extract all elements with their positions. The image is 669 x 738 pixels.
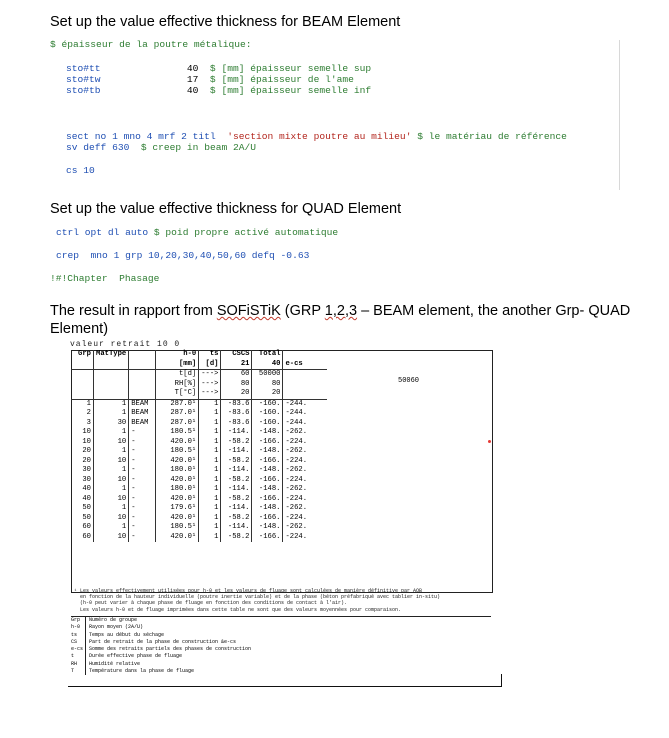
cut-top-text: valeur retrait 10 0 bbox=[70, 340, 181, 348]
table-cell bbox=[94, 389, 129, 399]
table-cell: 21 bbox=[221, 360, 252, 370]
table-cell: 10 bbox=[94, 495, 129, 505]
table-cell: -166. bbox=[252, 495, 283, 505]
table-cell: 10 bbox=[71, 438, 94, 448]
table-row bbox=[71, 419, 327, 429]
sto-line bbox=[66, 85, 371, 96]
table-cell: 10 bbox=[94, 438, 129, 448]
result-table bbox=[71, 350, 327, 542]
table-cell: 180.5¹ bbox=[156, 428, 199, 438]
table-cell bbox=[129, 350, 156, 360]
table-cell: 10 bbox=[94, 457, 129, 467]
legend-desc: Numéro de groupe bbox=[89, 617, 138, 623]
legend-item bbox=[71, 639, 491, 646]
legend-desc: Part de retrait de la phase de construction &e-cs bbox=[89, 638, 237, 645]
table-cell: 1 bbox=[199, 504, 221, 514]
table-cell bbox=[283, 380, 328, 390]
table-cell: 287.0¹ bbox=[156, 409, 199, 419]
table-cell: - bbox=[129, 533, 156, 543]
crep-tail: defq -0.63 bbox=[251, 250, 310, 261]
table-cell: -224. bbox=[285, 456, 308, 465]
table-row bbox=[71, 504, 327, 514]
table-cell: -244. bbox=[285, 409, 308, 418]
table-cell: Grp bbox=[71, 350, 94, 360]
note-line: ¹ Les valeurs effectivement utilisées pour h-0 et les valeurs de fluage sont calculées de manière définitive par AQB bbox=[74, 588, 423, 594]
table-cell: 60 bbox=[71, 523, 94, 533]
legend-desc: Température dans la phase de fluage bbox=[89, 668, 195, 675]
table-cell: 1 bbox=[94, 466, 129, 476]
table-cell: -58.2 bbox=[221, 533, 252, 543]
table-cell: -160. bbox=[252, 419, 283, 429]
table-cell: - bbox=[129, 514, 156, 524]
table-cell: - bbox=[129, 504, 156, 514]
table-cell: 1 bbox=[94, 523, 129, 533]
table-cell: -166. bbox=[252, 514, 283, 524]
ctrl-comment: $ poid propre activé automatique bbox=[153, 227, 339, 238]
crep-params: mno 1 grp 10,20,30,40,50,60 bbox=[90, 250, 246, 261]
table-cell: -148. bbox=[252, 428, 283, 438]
table-cell: 1 bbox=[199, 428, 221, 438]
table-cell: 1 bbox=[199, 419, 221, 429]
table-cell: -114. bbox=[221, 485, 252, 495]
cs-line: cs 10 bbox=[66, 165, 95, 176]
table-cell bbox=[94, 380, 129, 390]
note-line: Les valeurs h-0 et de fluage imprimées dans cette table ne sont que des valeurs moyennées pour comparaison. bbox=[74, 606, 402, 613]
sect-comment: $ le matériau de référence bbox=[417, 131, 567, 142]
table-cell: - bbox=[129, 495, 156, 505]
table-cell bbox=[129, 380, 156, 390]
table-cell: MatType bbox=[94, 350, 129, 360]
table-cell: -224. bbox=[285, 532, 308, 541]
legend-key: e-cs bbox=[71, 646, 87, 653]
table-cell: 40 bbox=[252, 360, 283, 370]
table-cell: [mm] bbox=[156, 360, 199, 370]
result-text-1: The result in rapport from bbox=[50, 303, 217, 319]
table-row bbox=[71, 447, 327, 457]
table-cell: 1 bbox=[199, 399, 221, 409]
table-cell: -148. bbox=[252, 504, 283, 514]
table-cell: -83.6 bbox=[221, 409, 252, 419]
table-cell: -262. bbox=[285, 523, 308, 532]
table-cell: 60 bbox=[71, 533, 94, 543]
result-sofistik: SOFiSTiK bbox=[216, 303, 281, 319]
sto-name: sto#tb bbox=[66, 85, 101, 96]
table-cell: -83.6 bbox=[221, 399, 252, 409]
sto-value: 40 bbox=[186, 63, 199, 74]
result-paragraph bbox=[50, 302, 650, 338]
table-cell: T[°C] bbox=[156, 389, 199, 399]
table-cell: 10 bbox=[94, 514, 129, 524]
bottom-vline bbox=[501, 674, 502, 687]
legend-item bbox=[71, 653, 491, 660]
legend-item bbox=[71, 632, 491, 639]
table-cell: BEAM bbox=[129, 399, 156, 409]
result-grp: 1,2,3 bbox=[324, 303, 358, 319]
table-row bbox=[71, 495, 327, 505]
table-cell: 180.0¹ bbox=[156, 466, 199, 476]
table-cell: 1 bbox=[199, 495, 221, 505]
table-cell: e-cs bbox=[285, 359, 303, 368]
table-cell: 50000 bbox=[252, 370, 283, 380]
legend-item bbox=[71, 668, 491, 675]
table-cell: 1 bbox=[94, 447, 129, 457]
table-cell: 420.0¹ bbox=[156, 457, 199, 467]
table-cell: 1 bbox=[199, 514, 221, 524]
table-row bbox=[71, 485, 327, 495]
table-cell: 80 bbox=[221, 380, 252, 390]
table-cell: - bbox=[129, 485, 156, 495]
table-cell: 50 bbox=[71, 504, 94, 514]
table-cell: 30 bbox=[94, 419, 129, 429]
sto-name: sto#tw bbox=[66, 74, 101, 85]
table-cell: 180.0¹ bbox=[156, 485, 199, 495]
table-cell: -148. bbox=[252, 523, 283, 533]
table-cell bbox=[129, 389, 156, 399]
table-row bbox=[71, 409, 327, 419]
table-cell: 20 bbox=[252, 389, 283, 399]
sto-line bbox=[66, 74, 354, 85]
table-cell: BEAM bbox=[129, 419, 156, 429]
table-cell: t[d] bbox=[156, 370, 199, 380]
table-cell: 420.0¹ bbox=[156, 438, 199, 448]
table-cell: - bbox=[129, 523, 156, 533]
table-cell: RH[%] bbox=[156, 380, 199, 390]
legend-item bbox=[71, 661, 491, 668]
sto-comment: $ [mm] épaisseur semelle sup bbox=[198, 63, 372, 74]
bottom-line bbox=[68, 686, 501, 687]
table-cell: 287.0¹ bbox=[156, 419, 199, 429]
legend-desc: Humidité relative bbox=[89, 660, 141, 667]
divider bbox=[619, 40, 620, 190]
table-cell: Total bbox=[252, 350, 283, 360]
table-cell bbox=[283, 389, 328, 399]
legend-key: h-0 bbox=[71, 624, 87, 631]
table-row bbox=[71, 476, 327, 486]
table-cell: -262. bbox=[285, 466, 308, 475]
legend-key: ts bbox=[71, 631, 87, 638]
sto-line bbox=[66, 63, 371, 74]
ctrl-line bbox=[56, 227, 338, 238]
table-cell bbox=[129, 360, 156, 370]
sect-line bbox=[66, 120, 567, 142]
note-line: en fonction de la hauteur individuelle (poutre inertie variable) et de la phase (béton préfabriqué avec tablier in-situ) bbox=[74, 594, 441, 601]
legend-desc: Temps au début du séchage bbox=[89, 631, 165, 638]
table-cell: -166. bbox=[252, 533, 283, 543]
result-text-2: (GRP bbox=[280, 303, 325, 319]
table-row bbox=[71, 389, 327, 399]
table-cell bbox=[129, 370, 156, 380]
table-notes bbox=[74, 588, 594, 613]
table-cell: -166. bbox=[252, 438, 283, 448]
table-cell: -224. bbox=[285, 475, 308, 484]
table-cell: -114. bbox=[221, 504, 252, 514]
table-cell: -262. bbox=[285, 447, 308, 456]
table-cell: 20 bbox=[71, 447, 94, 457]
table-row bbox=[71, 457, 327, 467]
table-row bbox=[71, 399, 327, 409]
chapter-name: Phasage bbox=[119, 273, 160, 284]
table-cell: - bbox=[129, 447, 156, 457]
table-legend bbox=[71, 616, 491, 675]
table-cell: 420.0¹ bbox=[156, 495, 199, 505]
table-cell bbox=[94, 360, 129, 370]
table-cell: -166. bbox=[252, 476, 283, 486]
table-cell: -160. bbox=[252, 399, 283, 409]
sect-params: no 1 mno 4 mrf 2 titl bbox=[94, 131, 216, 142]
table-cell bbox=[283, 350, 328, 360]
table-cell: ts bbox=[199, 350, 221, 360]
table-cell: 30 bbox=[71, 476, 94, 486]
extra-value: 50060 bbox=[398, 377, 420, 385]
table-header-row bbox=[71, 350, 327, 360]
table-cell: 1 bbox=[199, 523, 221, 533]
table-cell: ---> bbox=[199, 370, 221, 380]
table-cell: -148. bbox=[252, 466, 283, 476]
table-cell: -58.2 bbox=[221, 514, 252, 524]
sect-keyword: sect bbox=[66, 131, 90, 142]
table-cell: 1 bbox=[94, 485, 129, 495]
table-cell: 80 bbox=[252, 380, 283, 390]
table-cell: 30 bbox=[71, 466, 94, 476]
table-cell: 420.0¹ bbox=[156, 514, 199, 524]
table-cell: - bbox=[129, 457, 156, 467]
table-cell: 1 bbox=[199, 476, 221, 486]
sto-name: sto#tt bbox=[66, 63, 101, 74]
table-cell: 420.0¹ bbox=[156, 476, 199, 486]
table-row bbox=[71, 514, 327, 524]
table-cell: 1 bbox=[71, 399, 94, 409]
table-cell bbox=[71, 380, 94, 390]
table-cell: 1 bbox=[199, 485, 221, 495]
table-row bbox=[71, 523, 327, 533]
table-cell: - bbox=[129, 438, 156, 448]
table-cell: -114. bbox=[221, 523, 252, 533]
table-cell: BEAM bbox=[129, 409, 156, 419]
legend-key: RH bbox=[71, 660, 87, 667]
table-cell: 1 bbox=[94, 504, 129, 514]
table-cell bbox=[71, 389, 94, 399]
heading-beam: Set up the value effective thickness for BEAM Element bbox=[50, 14, 401, 30]
table-cell: 287.0¹ bbox=[156, 399, 199, 409]
sv-params: deff 630 bbox=[83, 142, 130, 153]
table-cell: -58.2 bbox=[221, 495, 252, 505]
table-cell: 1 bbox=[199, 447, 221, 457]
table-cell: -160. bbox=[252, 409, 283, 419]
legend-item bbox=[71, 646, 491, 653]
sv-line bbox=[66, 142, 256, 153]
chapter-keyword: !#!Chapter bbox=[50, 273, 108, 284]
table-cell: 179.6¹ bbox=[156, 504, 199, 514]
table-row bbox=[71, 466, 327, 476]
note-line: (h-0 peut varier à chaque phase de fluage en fonction des conditions de contact à l'air). bbox=[74, 600, 348, 607]
table-cell bbox=[94, 370, 129, 380]
table-cell: -262. bbox=[285, 504, 308, 513]
table-cell: -114. bbox=[221, 447, 252, 457]
table-cell: 2 bbox=[71, 409, 94, 419]
result-text-3: – BEAM element, the another Grp- QUAD Element) bbox=[50, 303, 631, 337]
table-cell: 10 bbox=[71, 428, 94, 438]
sto-value: 17 bbox=[186, 74, 199, 85]
table-cell: 1 bbox=[94, 399, 129, 409]
ctrl-keyword: ctrl bbox=[56, 227, 80, 238]
heading-quad: Set up the value effective thickness for QUAD Element bbox=[50, 201, 402, 217]
table-cell: 20 bbox=[71, 457, 94, 467]
table-cell: 1 bbox=[199, 409, 221, 419]
table-cell: 50 bbox=[71, 514, 94, 524]
sto-value: 40 bbox=[186, 85, 199, 96]
table-cell: 1 bbox=[199, 457, 221, 467]
sto-comment: $ [mm] épaisseur semelle inf bbox=[198, 85, 372, 96]
table-cell: -224. bbox=[285, 494, 308, 503]
table-row bbox=[71, 370, 327, 380]
table-cell: -58.2 bbox=[221, 476, 252, 486]
table-cell: -262. bbox=[285, 428, 308, 437]
table-row bbox=[71, 438, 327, 448]
table-cell: 3 bbox=[71, 419, 94, 429]
table-cell: - bbox=[129, 466, 156, 476]
legend-item bbox=[71, 624, 491, 631]
legend-key: Grp bbox=[71, 617, 87, 623]
table-cell: 180.5¹ bbox=[156, 523, 199, 533]
table-cell: -114. bbox=[221, 428, 252, 438]
table-row bbox=[71, 428, 327, 438]
sv-keyword: sv bbox=[66, 142, 78, 153]
table-cell: ---> bbox=[199, 389, 221, 399]
crep-keyword: crep bbox=[56, 250, 80, 261]
legend-key: T bbox=[71, 668, 87, 675]
legend-desc: Rayon moyen (2A/U) bbox=[89, 624, 144, 631]
table-cell: 40 bbox=[71, 485, 94, 495]
crep-line bbox=[56, 250, 309, 261]
sect-title: 'section mixte poutre au milieu' bbox=[227, 131, 412, 142]
table-cell: 1 bbox=[94, 428, 129, 438]
legend-desc: Somme des retraits partiels des phases de construction bbox=[89, 646, 252, 653]
table-cell: 40 bbox=[71, 495, 94, 505]
table-cell bbox=[283, 370, 328, 380]
table-cell: -166. bbox=[252, 457, 283, 467]
table-cell: -224. bbox=[285, 513, 308, 522]
table-cell: ---> bbox=[199, 380, 221, 390]
table-cell: [d] bbox=[199, 360, 221, 370]
result-table-image bbox=[66, 345, 611, 675]
red-dot bbox=[488, 440, 491, 443]
sto-comment: $ [mm] épaisseur de l'ame bbox=[198, 74, 354, 85]
legend-item bbox=[71, 617, 491, 624]
table-cell: -244. bbox=[285, 399, 308, 408]
table-cell: 180.5¹ bbox=[156, 447, 199, 457]
table-cell: -58.2 bbox=[221, 457, 252, 467]
table-header-row bbox=[71, 360, 327, 370]
table-cell: -148. bbox=[252, 485, 283, 495]
table-cell: 10 bbox=[94, 476, 129, 486]
table-cell: 1 bbox=[199, 466, 221, 476]
table-cell: -148. bbox=[252, 447, 283, 457]
table-cell: 60 bbox=[221, 370, 252, 380]
table-cell: -224. bbox=[285, 437, 308, 446]
table-cell bbox=[71, 360, 94, 370]
table-cell: - bbox=[129, 428, 156, 438]
sv-comment: $ creep in beam 2A/U bbox=[140, 142, 257, 153]
table-cell: 420.0¹ bbox=[156, 533, 199, 543]
table-cell: CSCS bbox=[221, 350, 252, 360]
table-row bbox=[71, 380, 327, 390]
beam-comment: $ épaisseur de la poutre métalique: bbox=[50, 39, 252, 50]
chapter-line bbox=[50, 273, 159, 284]
table-cell: - bbox=[129, 476, 156, 486]
table-cell: 1 bbox=[199, 533, 221, 543]
table-row bbox=[71, 533, 327, 543]
table-cell: 10 bbox=[94, 533, 129, 543]
table-cell: 20 bbox=[221, 389, 252, 399]
legend-key: CS bbox=[71, 638, 87, 645]
table-cell: 1 bbox=[94, 409, 129, 419]
table-cell: -262. bbox=[285, 485, 308, 494]
table-cell: -244. bbox=[285, 418, 308, 427]
legend-key: t bbox=[71, 653, 87, 660]
legend-desc: Durée effective phase de fluage bbox=[89, 653, 183, 660]
table-cell bbox=[71, 370, 94, 380]
table-cell: -83.6 bbox=[221, 419, 252, 429]
table-cell: h-0 bbox=[156, 350, 199, 360]
table-cell: -58.2 bbox=[221, 438, 252, 448]
ctrl-params: opt dl auto bbox=[84, 227, 149, 238]
table-cell: 1 bbox=[199, 438, 221, 448]
table-cell: -114. bbox=[221, 466, 252, 476]
